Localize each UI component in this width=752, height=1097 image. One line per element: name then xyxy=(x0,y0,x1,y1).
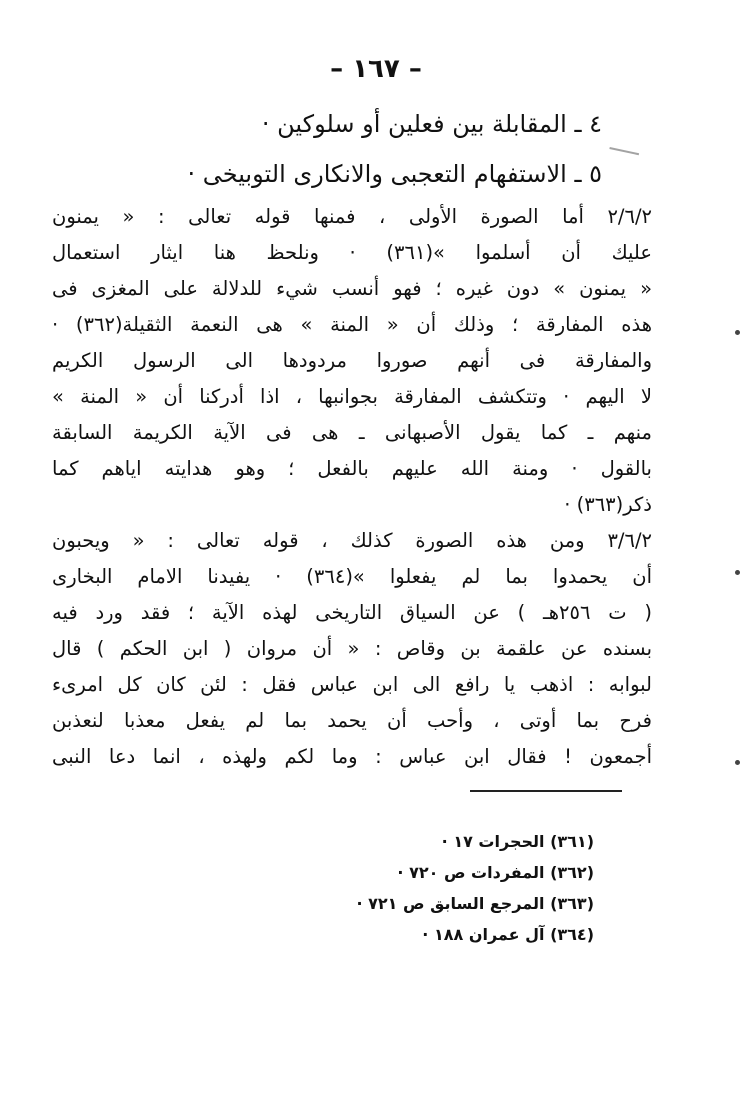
margin-mark xyxy=(735,570,740,575)
footnote-361: (٣٦١) الحجرات ١٧ · xyxy=(441,832,594,851)
paragraph-line: « يمنون » دون غيره ؛ فهو أنسب شيء للدلالة على المغزى فى xyxy=(52,277,652,300)
print-smudge xyxy=(607,147,639,167)
margin-mark xyxy=(735,330,740,335)
footnotes xyxy=(294,826,594,950)
footnote-separator xyxy=(470,790,622,792)
paragraph-line: بالقول · ومنة الله عليهم بالفعل ؛ وهو هدايته اياهم كما xyxy=(52,457,652,480)
paragraph-line: لبوابه : اذهب يا رافع الى ابن عباس فقل : لئن كان كل امرىء xyxy=(52,673,652,696)
paragraph-line: عليك أن أسلموا »(٣٦١) · ونلحظ هنا ايثار استعمال xyxy=(52,241,652,264)
paragraph-line: لا اليهم · وتتكشف المفارقة بجوانبها ، اذا أدركنا أن « المنة » xyxy=(52,385,652,408)
paragraph-line: ذكر(٣٦٣) · xyxy=(564,493,652,516)
paragraph-line: بسنده عن علقمة بن وقاص : « أن مروان ( ابن الحكم ) قال xyxy=(52,637,652,660)
section-heading-5: ٥ ـ الاستفهام التعجبى والانكارى التوبيخى · xyxy=(187,160,602,188)
paragraph-line: ٣/٦/٢ ومن هذه الصورة كذلك ، قوله تعالى : « ويحبون xyxy=(52,529,652,552)
paragraph-line: والمفارقة فى أنهم صوروا مردودها الى الرسول الكريم xyxy=(52,349,652,372)
paragraph-line: هذه المفارقة ؛ وذلك أن « المنة » هى النعمة الثقيلة(٣٦٢) · xyxy=(52,313,652,336)
paragraph-line: فرح بما أوتى ، وأحب أن يحمد بما لم يفعل معذبا لنعذبن xyxy=(52,709,652,732)
margin-mark xyxy=(735,760,740,765)
footnote-363: (٣٦٣) المرجع السابق ص ٧٢١ · xyxy=(356,894,594,913)
paragraph-line: أن يحمدوا بما لم يفعلوا »(٣٦٤) · يفيدنا الامام البخارى xyxy=(52,565,652,588)
section-heading-4: ٤ ـ المقابلة بين فعلين أو سلوكين · xyxy=(261,110,602,138)
paragraph-line: ٢/٦/٢ أما الصورة الأولى ، فمنها قوله تعالى : « يمنون xyxy=(52,205,652,228)
paragraph-line: منهم ـ كما يقول الأصبهانى ـ هى فى الآية الكريمة السابقة xyxy=(52,421,652,444)
paragraph-line: ( ت ٢٥٦هـ ) عن السياق التاريخى لهذه الآية ؛ فقد ورد فيه xyxy=(52,601,652,624)
footnote-364: (٣٦٤) آل عمران ١٨٨ · xyxy=(422,925,594,944)
page-number: – ١٦٧ – xyxy=(330,54,422,84)
paragraph-line: أجمعون ! فقال ابن عباس : وما لكم ولهذه ، انما دعا النبى xyxy=(52,745,652,768)
footnote-362: (٣٦٢) المفردات ص ٧٢٠ · xyxy=(397,863,594,882)
